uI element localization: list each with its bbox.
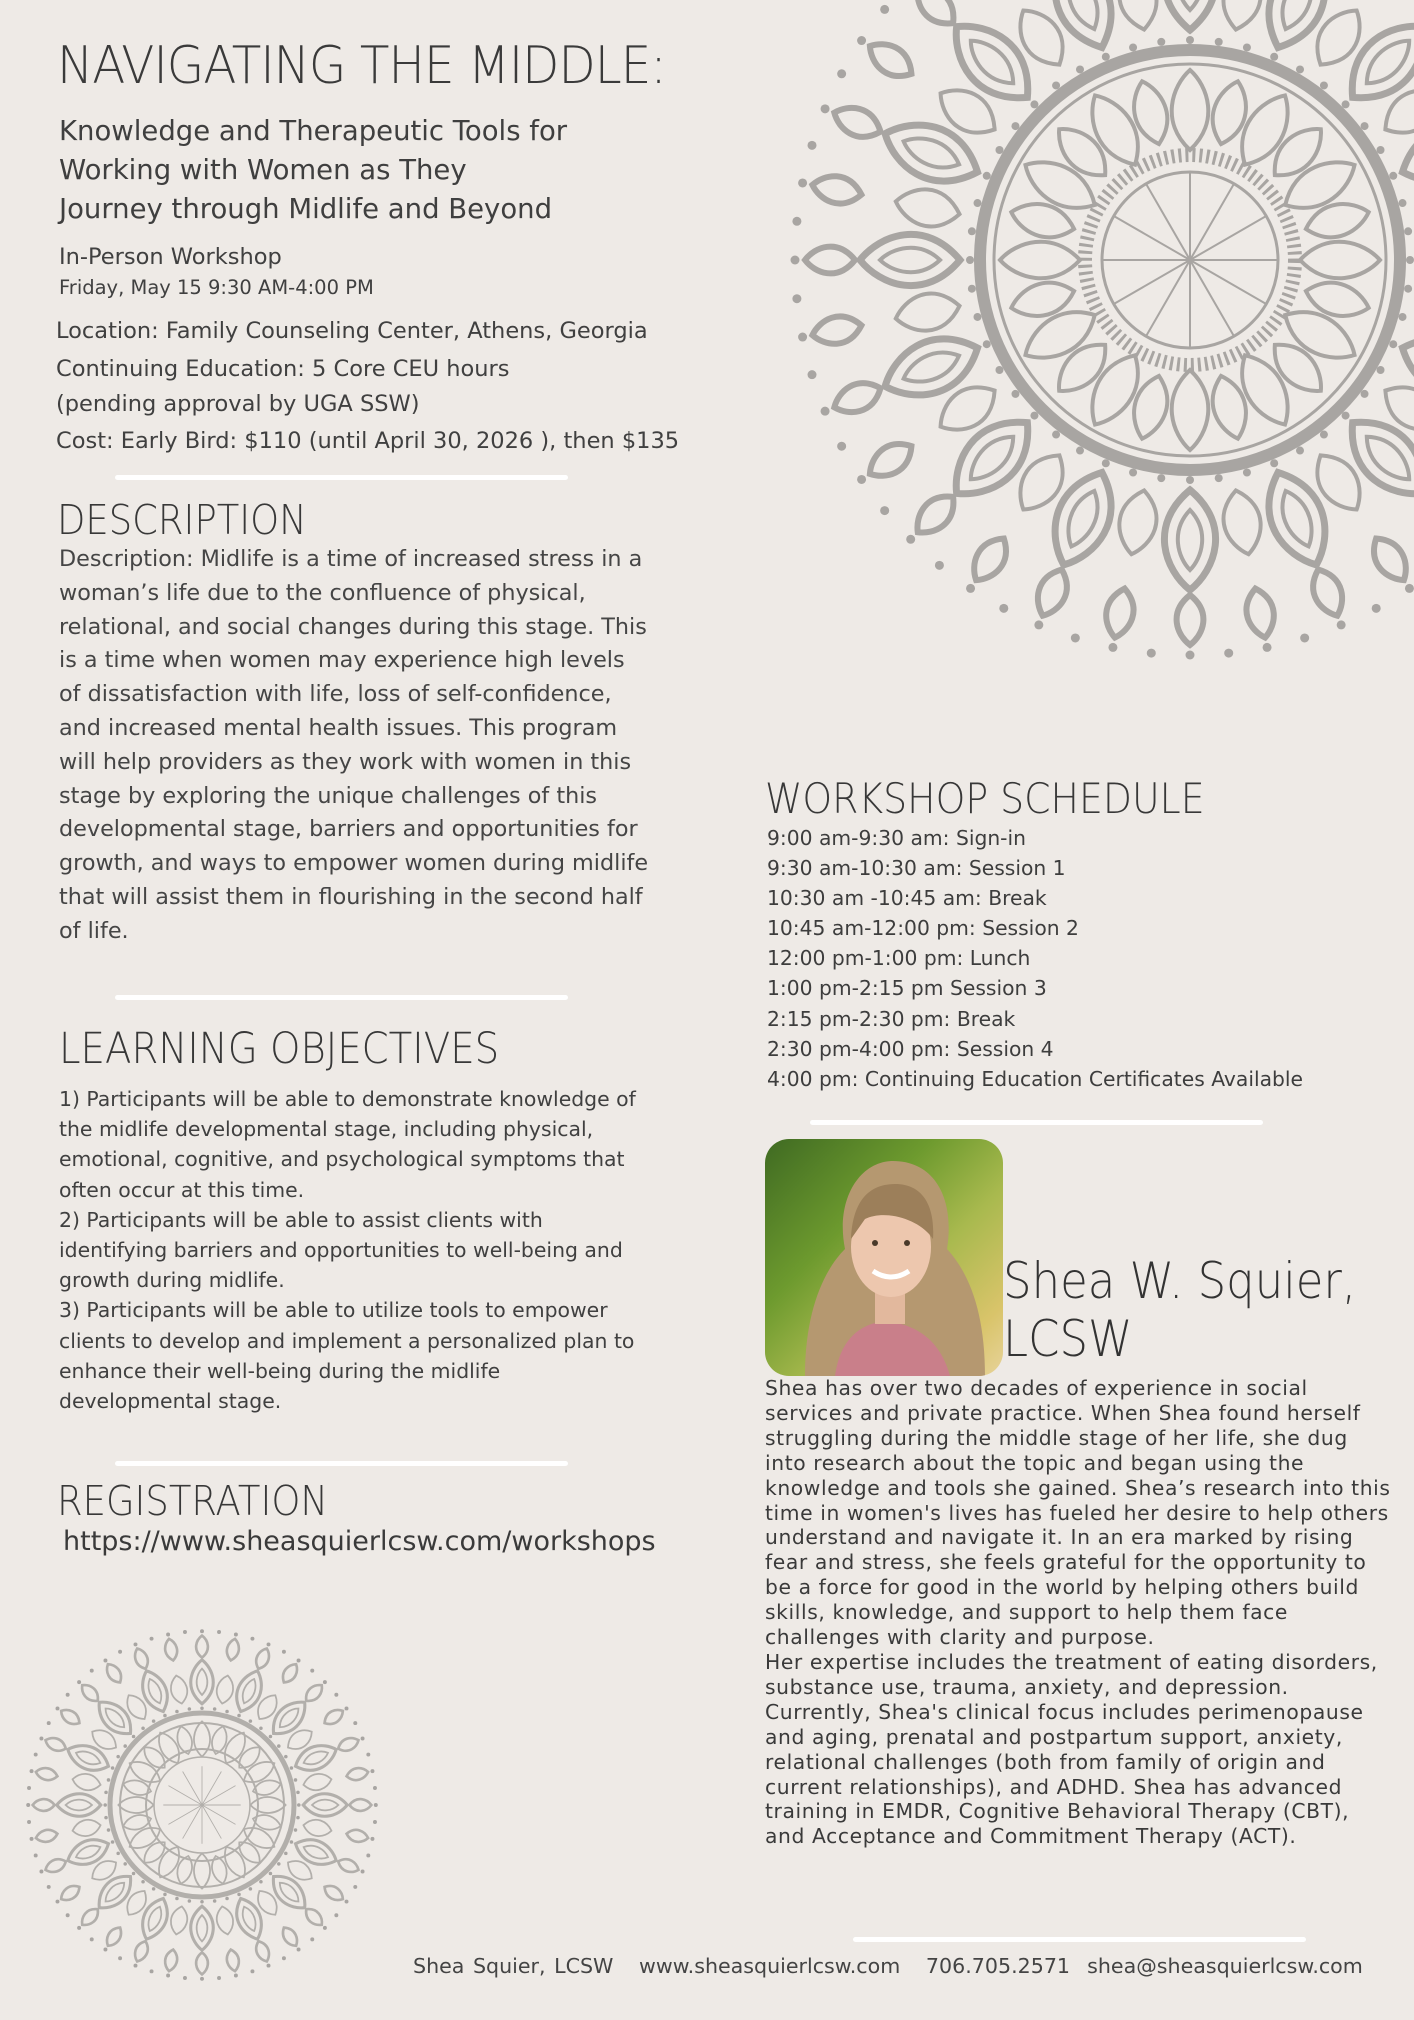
presenter-name-line: Shea W. Squier, — [1003, 1252, 1357, 1310]
mandala-petal — [194, 1853, 210, 1888]
schedule-item: 1:00 pm-2:15 pm Session 3 — [767, 976, 1047, 1001]
mandala-petal — [102, 1879, 128, 1905]
mandala-petal — [251, 1777, 282, 1798]
mandala-petal — [58, 1706, 83, 1728]
subtitle-line: Journey through Midlife and Beyond — [59, 193, 553, 225]
mandala-petal — [321, 1882, 346, 1904]
mandala-petal — [1172, 70, 1209, 150]
presenter-bio — [765, 1376, 1395, 1849]
mandala-petal — [35, 1766, 59, 1782]
mandala-petal — [196, 1952, 208, 1974]
bio-paragraph: Her expertise includes the treatment of eating disorders, substance use, trauma, anxiety, and depression. Currently, Shea's clinical focus includes perimenopause and aging, prenatal and postpartum support, anxiety, relational challenges (both from family of origin and current relationships), and ADHD. Shea has advanced training in EMDR, Cognitive Behavioral Therapy (CBT), and Acceptance and Commitment Therapy (ACT). — [765, 1649, 1378, 1849]
registration-link[interactable]: https://www.sheasquierlcsw.com/workshops — [63, 1526, 656, 1557]
mandala-petal — [810, 172, 864, 208]
mandala-petal — [862, 35, 918, 85]
mandala-petal — [191, 1660, 214, 1704]
mandala-petal — [1008, 445, 1074, 519]
mandala-petal — [140, 1837, 170, 1867]
mandala-petal — [43, 1856, 68, 1875]
schedule-item: 2:30 pm-4:00 pm: Session 4 — [767, 1036, 1054, 1061]
mandala-petal — [1242, 586, 1278, 640]
mandala-petal — [78, 1681, 102, 1705]
mandala-petal — [71, 1817, 102, 1838]
divider — [115, 1461, 568, 1466]
mandala-petal — [122, 1812, 153, 1833]
mandala-petal — [1127, 372, 1174, 443]
mandala-petal — [1302, 197, 1373, 244]
mandala-petal — [122, 1777, 153, 1798]
divider — [810, 1120, 1263, 1125]
mandala-petal — [1114, 487, 1163, 558]
mandala-petal — [136, 1667, 174, 1716]
objective-item: 3) Participants will be able to utilize tools to empower clients to develop and implement a personalized plan to enhance their well-being during the midlife developmental stage. — [59, 1298, 635, 1414]
mandala-petal — [302, 1771, 333, 1792]
mandala-petal — [284, 1725, 317, 1754]
mandala-petal — [1040, 463, 1126, 575]
mandala-petal — [1164, 0, 1215, 30]
mandala-petal — [810, 312, 864, 348]
mandala-petal — [1218, 0, 1267, 33]
mandala-petal — [103, 1661, 125, 1686]
mandala-petal — [191, 1906, 214, 1950]
subtitle — [59, 112, 679, 229]
bio-paragraph: Shea has over two decades of experience in social services and private practice. When Shea found herself struggling during the middle stage of her life, she dug into research about the topic and began using the knowledge and tools she gained. Shea’s research into this time in women's lives has fueled her desire to help others understand and navigate it. In an era marked by rising fear and stress, she feels grateful for the opportunity to be a force for good in the world by helping others build skills, knowledge, and support to help them face challenges with clarity and purpose. — [765, 1376, 1391, 1650]
mandala-petal — [1393, 324, 1414, 410]
mandala-petal — [875, 110, 987, 196]
page-title: NAVIGATING THE MIDDLE: — [57, 36, 666, 96]
mandala-petal — [1206, 372, 1253, 443]
divider — [853, 1937, 1306, 1942]
mandala-petal — [1393, 110, 1414, 196]
schedule-item: 9:30 am-10:30 am: Session 1 — [767, 856, 1066, 881]
mandala-petal — [291, 1739, 340, 1777]
mandala-petal — [163, 1948, 179, 1972]
divider — [115, 995, 568, 1000]
mandala-petal — [1102, 586, 1138, 640]
mandala-petal — [1306, 564, 1350, 620]
schedule-item: 9:00 am-9:30 am: Sign-in — [767, 826, 1026, 850]
mandala-petal — [58, 1882, 83, 1904]
mandala-petal — [1305, 0, 1371, 74]
footer-name: Shea Squier, LCSW — [413, 1954, 614, 1978]
mandala-petal — [64, 1833, 113, 1871]
mandala-petal — [214, 1674, 235, 1705]
mandala-petal — [102, 1705, 128, 1731]
mandala-petal — [1178, 0, 1202, 10]
objective-item: 1) Participants will be able to demonstrate knowledge of the midlife developmental stage, including physical, emotional, cognitive, and psychological symptoms that often occur at this time. — [59, 1087, 636, 1202]
mandala-petal — [1264, 118, 1332, 186]
mandala-decoration-small — [0, 1560, 460, 2020]
mandala-petal — [1000, 242, 1080, 279]
mandala-petal — [1048, 118, 1116, 186]
mandala-petal — [122, 1691, 151, 1724]
mandala-petal — [860, 234, 960, 285]
footer-email[interactable]: shea@sheasquierlcsw.com — [1087, 1954, 1363, 1978]
footer-website[interactable]: www.sheasquierlcsw.com — [639, 1954, 901, 1978]
mandala-petal — [345, 1766, 369, 1782]
mandala-petal — [1218, 487, 1267, 558]
mandala-petal — [64, 1739, 113, 1777]
mandala-petal — [214, 1905, 235, 1936]
mandala-petal — [1048, 334, 1116, 402]
mandala-petal — [225, 1948, 241, 1972]
mandala-petal — [230, 1667, 268, 1716]
mandala-petal — [1177, 595, 1204, 645]
mandala-petal — [303, 1794, 347, 1817]
mandala-petal — [279, 1661, 301, 1686]
schedule-item: 4:00 pm: Continuing Education Certificates Available — [767, 1066, 1304, 1091]
description-heading: DESCRIPTION — [57, 496, 307, 544]
mandala-petal — [829, 100, 885, 144]
presenter-photo — [765, 1139, 1003, 1376]
mandala-petal — [234, 1743, 264, 1773]
mandala-petal — [194, 1721, 210, 1756]
schedule-item: 10:45 am-12:00 pm: Session 2 — [767, 916, 1079, 941]
mandala-petal — [253, 1691, 282, 1724]
mandala-petal — [908, 487, 962, 541]
schedule-item: 2:15 pm-2:30 pm: Break — [767, 1006, 1016, 1031]
mandala-petal — [163, 1638, 179, 1662]
registration-heading: REGISTRATION — [57, 1477, 328, 1525]
mandala-petal — [174, 1854, 195, 1885]
mandala-petal — [66, 1800, 92, 1811]
mandala-petal — [132, 1939, 151, 1964]
mandala-petal — [230, 1894, 268, 1943]
mandala-petal — [168, 1905, 189, 1936]
mandala-petal — [1206, 77, 1253, 148]
mandala-petal — [1164, 490, 1215, 590]
mandala-petal — [174, 1725, 195, 1756]
mandala-petal — [875, 324, 987, 410]
mandala-petal — [43, 1735, 68, 1754]
mandala-petal — [197, 1915, 208, 1941]
mandala-petal — [1008, 0, 1074, 74]
mandala-petal — [209, 1725, 230, 1756]
mandala-petal — [132, 1646, 151, 1671]
mandala-petal — [336, 1735, 361, 1754]
mandala-petal — [196, 1636, 208, 1658]
mandala-petal — [862, 435, 918, 485]
mandala-petal — [276, 1879, 302, 1905]
mandala-petal — [1127, 77, 1174, 148]
mandala-petal — [88, 1856, 121, 1885]
mandala-petal — [234, 1837, 264, 1867]
presenter-name — [1003, 1252, 1363, 1368]
mandala-petal — [302, 1817, 333, 1838]
mandala-petal — [302, 1905, 326, 1929]
mandala-petal — [880, 248, 940, 272]
objectives-list — [59, 1084, 649, 1416]
mandala-petal — [1040, 0, 1126, 57]
workshop-cost: Cost: Early Bird: $110 (until April 30, 2026 ), then $135 — [56, 428, 680, 454]
mandala-petal — [71, 1771, 102, 1792]
divider — [115, 475, 568, 480]
mandala-petal — [1254, 463, 1340, 575]
mandala-petal — [892, 288, 963, 337]
mandala-petal — [57, 1794, 101, 1817]
mandala-petal — [168, 1674, 189, 1705]
mandala-petal — [805, 247, 855, 274]
mandala-petal — [251, 1812, 282, 1833]
mandala-petal — [1264, 334, 1332, 402]
mandala-petal — [829, 376, 885, 420]
mandala-petal — [345, 1828, 369, 1844]
footer — [413, 1954, 1363, 1978]
mandala-petal — [349, 1799, 371, 1811]
schedule-item: 10:30 am -10:45 am: Break — [767, 886, 1047, 911]
mandala-petal — [1305, 445, 1371, 519]
mandala-petal — [1007, 276, 1078, 323]
footer-phone[interactable]: 706.705.2571 — [925, 1954, 1071, 1978]
ce-hours: Continuing Education: 5 Core CEU hours — [56, 356, 510, 382]
mandala-petal — [291, 1833, 340, 1871]
mandala-petal — [1302, 276, 1373, 323]
mandala-petal — [930, 375, 1004, 441]
workshop-location: Location: Family Counseling Center, Athens, Georgia — [56, 318, 648, 344]
mandala-petal — [962, 32, 1022, 92]
description-body: Description: Midlife is a time of increased stress in a woman’s life due to the confluence of physical, relational, and social changes during this stage. This is a time when women may experience high levels of dissatisfaction with life, loss of self-confidence, and increased mental health issues. This program will help providers as they work with women in this stage by exploring the unique challenges of this developmental stage, barriers and opportunities for growth, and ways to empower women during midlife that will assist them in flourishing in the second half of life. — [59, 546, 649, 944]
mandala-petal — [279, 1924, 301, 1949]
mandala-petal — [136, 1894, 174, 1943]
mandala-petal — [1007, 197, 1078, 244]
mandala-petal — [33, 1799, 55, 1811]
mandala-petal — [103, 1924, 125, 1949]
mandala-decoration-large — [650, 0, 1414, 770]
mandala-petal — [35, 1828, 59, 1844]
workshop-format: In-Person Workshop — [59, 244, 282, 270]
mandala-petal — [965, 531, 1015, 587]
schedule-heading: WORKSHOP SCHEDULE — [765, 774, 1205, 823]
mandala-petal — [122, 1887, 151, 1920]
workshop-datetime: Friday, May 15 9:30 AM-4:00 PM — [59, 276, 374, 299]
mandala-petal — [197, 1669, 208, 1695]
ce-approval: (pending approval by UGA SSW) — [56, 391, 420, 417]
mandala-petal — [1178, 510, 1202, 570]
mandala-petal — [253, 1646, 272, 1671]
mandala-petal — [1172, 370, 1209, 450]
mandala-petal — [930, 78, 1004, 144]
mandala-petal — [118, 1797, 153, 1813]
mandala-petal — [1300, 242, 1380, 279]
mandala-petal — [140, 1743, 170, 1773]
subtitle-line: Working with Women as They — [59, 154, 467, 186]
schedule-item: 12:00 pm-1:00 pm: Lunch — [767, 946, 1031, 971]
mandala-petal — [250, 1797, 285, 1813]
objectives-heading: LEARNING OBJECTIVES — [59, 1024, 500, 1074]
mandala-petal — [962, 428, 1022, 488]
schedule-list — [767, 823, 1303, 1094]
mandala-petal — [253, 1939, 272, 1964]
mandala-petal — [1365, 531, 1414, 587]
mandala-petal — [253, 1887, 282, 1920]
mandala-petal — [284, 1856, 317, 1885]
mandala-petal — [88, 1725, 121, 1754]
mandala-petal — [78, 1905, 102, 1929]
subtitle-line: Knowledge and Therapeutic Tools for — [59, 115, 568, 147]
mandala-petal — [892, 184, 963, 233]
portrait-illustration — [765, 1139, 1003, 1376]
objective-item: 2) Participants will be able to assist clients with identifying barriers and opportunities to well-being and growth during midlife. — [59, 1207, 623, 1293]
presenter-credentials: LCSW — [1003, 1310, 1133, 1368]
mandala-petal — [1030, 564, 1074, 620]
mandala-petal — [225, 1638, 241, 1662]
mandala-petal — [302, 1681, 326, 1705]
mandala-petal — [1254, 0, 1340, 57]
mandala-petal — [321, 1706, 346, 1728]
mandala-petal — [336, 1856, 361, 1875]
mandala-petal — [1114, 0, 1163, 33]
mandala-petal — [312, 1800, 338, 1811]
mandala-petal — [209, 1854, 230, 1885]
mandala-petal — [276, 1705, 302, 1731]
